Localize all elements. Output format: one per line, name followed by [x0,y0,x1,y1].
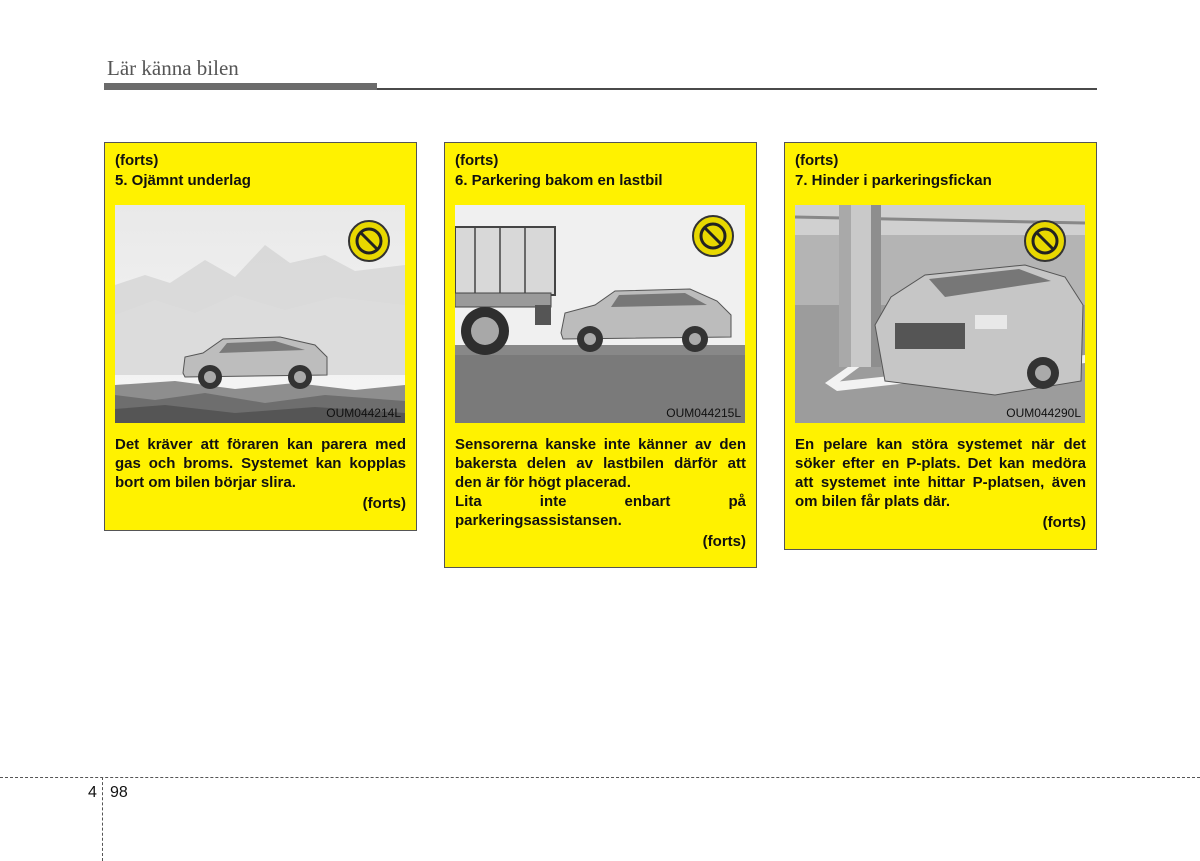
info-card-obstacle-in-parking-space [784,142,1097,550]
card-heading: 6. Parkering bakom en lastbil [455,172,663,189]
card-continued-label: (forts) [455,152,499,169]
footer-vertical-divider [102,777,103,861]
page-number: 98 [110,784,128,801]
illustration-car-behind-truck [455,205,745,423]
figure-obstacle-in-parking-space [795,205,1085,423]
figure-code: OUM044215L [666,406,741,420]
figure-code: OUM044214L [326,406,401,420]
card-heading: 7. Hinder i parkeringsfickan [795,172,992,189]
card-continued-end: (forts) [702,533,746,550]
header-rule-thin [377,88,1097,90]
card-body [115,435,406,513]
chapter-number: 4 [88,784,97,801]
card-paragraph: Sensorerna kanske inte känner av den bakersta delen av lastbilen därför att den är för högt placerad. [455,436,746,491]
illustration-car-by-pillar [795,205,1085,423]
figure-parking-behind-truck [455,205,745,423]
card-heading: 5. Ojämnt underlag [115,172,251,189]
figure-code: OUM044290L [1006,406,1081,420]
card-continued-end: (forts) [1042,514,1086,531]
card-paragraph: Lita inte enbart på parkeringsassistansen. [455,493,746,529]
card-paragraph: En pelare kan störa systemet när det söker efter en P-plats. Det kan medöra att systemet inte hittar P-platsen, även om bilen får plats där. [795,436,1086,510]
header-rule-thick [104,83,377,90]
card-paragraph: Det kräver att föraren kan parera med gas och broms. Systemet kan kopplas bort om bilen börjar slira. [115,436,406,491]
card-body [455,435,746,551]
info-card-parking-behind-truck [444,142,757,568]
card-continued-end: (forts) [362,495,406,512]
page-header-title: Lär känna bilen [107,56,239,80]
card-continued-label: (forts) [115,152,159,169]
card-body [795,435,1086,532]
illustration-car-on-rough-terrain [115,205,405,423]
figure-uneven-ground [115,205,405,423]
card-continued-label: (forts) [795,152,839,169]
info-card-uneven-ground [104,142,417,531]
footer-divider [0,777,1200,778]
